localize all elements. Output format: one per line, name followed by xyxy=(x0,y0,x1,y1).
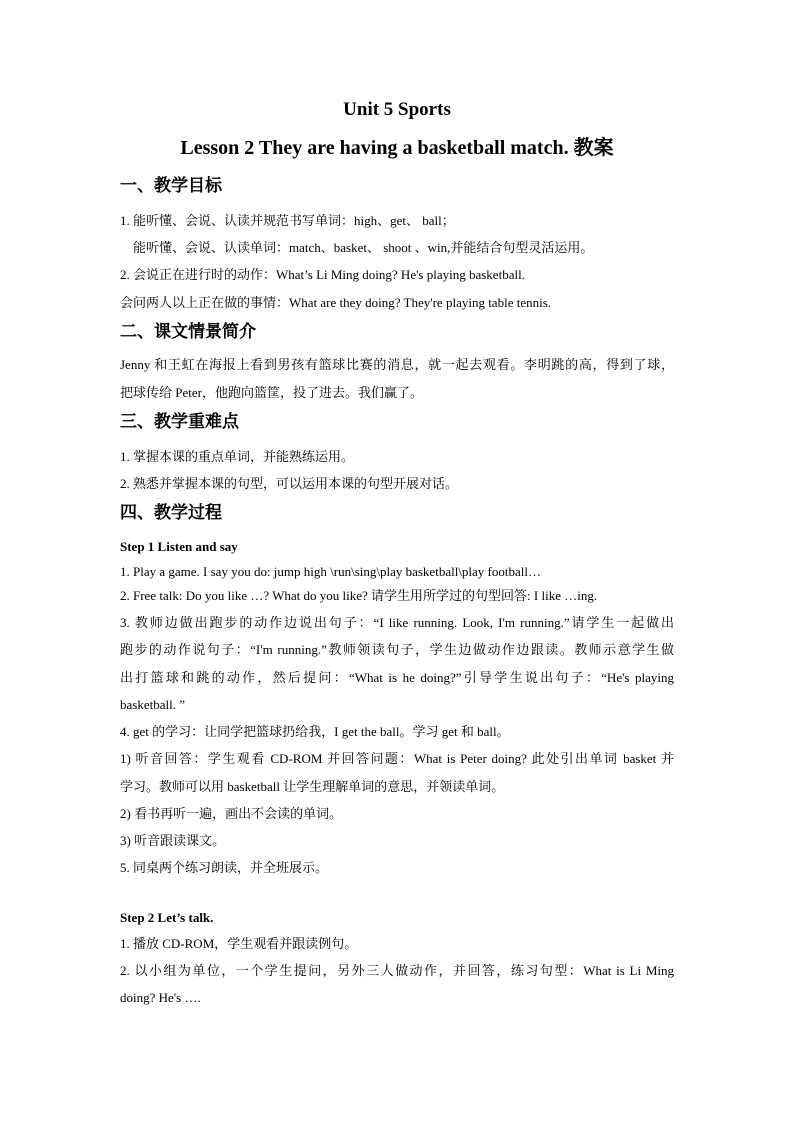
step1-line: 跑步的动作说句子：“I'm running.”教师领读句子，学生边做动作边跟读。教师示意学生做 xyxy=(120,642,674,657)
section-heading-process: 四、教学过程 xyxy=(120,503,222,523)
objective-line: 1. 能听懂、会说、认读并规范书写单词：high、get、 ball； xyxy=(120,213,455,228)
step2-line: 1. 播放 CD-ROM，学生观看并跟读例句。 xyxy=(120,936,358,951)
objective-line: 2. 会说正在进行时的动作：What’s Li Ming doing? He's playing basketball. xyxy=(120,267,525,282)
key-point-line: 1. 掌握本课的重点单词，并能熟练运用。 xyxy=(120,449,355,464)
step1-line: 出打篮球和跳的动作，然后提问：“What is he doing?”引导学生说出句子：“He's playing xyxy=(120,670,674,685)
step2-line: 2. 以小组为单位，一个学生提问，另外三人做动作，并回答，练习句型：What is Li Ming xyxy=(120,963,674,978)
step1-line: 5. 同桌两个练习朗读，并全班展示。 xyxy=(120,860,329,875)
step1-line: 1) 听音回答：学生观看 CD-ROM 并回答问题：What is Peter doing? 此处引出单词 basket 并 xyxy=(120,751,674,766)
step2-heading: Step 2 Let’s talk. xyxy=(120,910,214,925)
step1-heading: Step 1 Listen and say xyxy=(120,539,238,554)
document-title: Unit 5 Sports xyxy=(343,99,451,120)
step2-line: doing? He's …. xyxy=(120,990,201,1005)
objective-line: 会问两人以上正在做的事情：What are they doing? They're playing table tennis. xyxy=(120,295,552,310)
step1-line: 2) 看书再听一遍，画出不会读的单词。 xyxy=(120,806,343,821)
step1-line: 3) 听音跟读课文。 xyxy=(120,833,226,848)
objective-line: 能听懂、会说、认读单词：match、basket、 shoot 、win,并能结合句型灵活运用。 xyxy=(133,240,594,255)
section-heading-context: 二、课文情景简介 xyxy=(120,322,256,342)
step1-line: 学习。教师可以用 basketball 让学生理解单词的意思，并领读单词。 xyxy=(120,779,505,794)
context-line: 把球传给 Peter，他跑向篮筐，投了进去。我们赢了。 xyxy=(120,385,423,400)
step1-line: 2. Free talk: Do you like …? What do you like? 请学生用所学过的句型回答: I like …ing. xyxy=(120,588,598,603)
context-line: Jenny 和王虹在海报上看到男孩有篮球比赛的消息，就一起去观看。李明跳的高，得到了球， xyxy=(120,357,674,372)
section-heading-objectives: 一、教学目标 xyxy=(120,176,222,196)
section-heading-key-points: 三、教学重难点 xyxy=(120,412,239,432)
document-subtitle: Lesson 2 They are having a basketball match. 教案 xyxy=(180,137,614,159)
key-point-line: 2. 熟悉并掌握本课的句型，可以运用本课的句型开展对话。 xyxy=(120,476,459,491)
step1-line: basketball. ” xyxy=(120,697,185,712)
step1-line: 4. get 的学习：让同学把篮球扔给我，I get the ball。学习 get 和 ball。 xyxy=(120,724,510,739)
step1-line: 3. 教师边做出跑步的动作边说出句子：“I like running. Look, I'm running.”请学生一起做出 xyxy=(120,615,674,630)
step1-line: 1. Play a game. I say you do: jump high \run\sing\play basketball\play football… xyxy=(120,564,541,579)
